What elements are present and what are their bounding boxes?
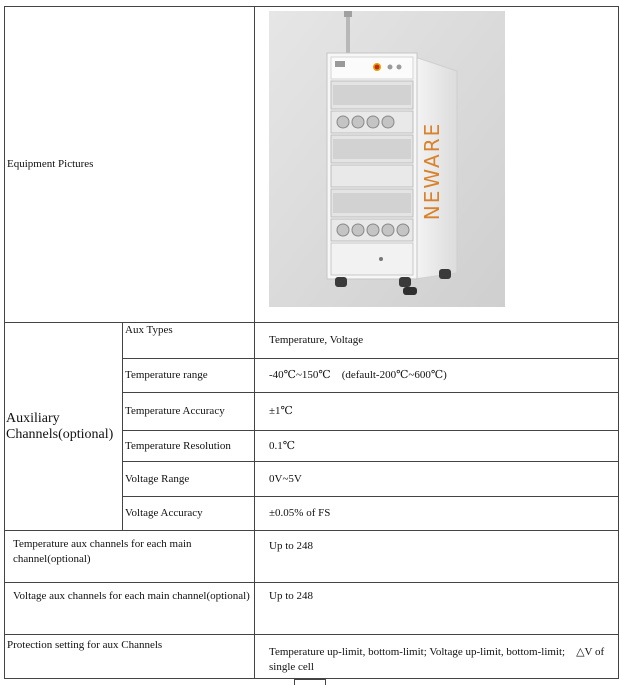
aux-row-value: 0V~5V — [255, 462, 619, 497]
spec-row-label — [5, 531, 255, 583]
equipment-row — [5, 7, 619, 323]
spec-row-value: Temperature up-limit, bottom-limit; Voltage up-limit, bottom-limit; △V of single cell — [255, 635, 619, 679]
aux-row-label: Voltage Accuracy — [123, 497, 255, 531]
table-continuation-stub — [294, 679, 326, 685]
equipment-picture-cell — [255, 7, 619, 323]
spec-row — [5, 583, 619, 635]
aux-row-value: -40℃~150℃ (default-200℃~600℃) — [255, 359, 619, 393]
aux-row-label: Temperature Accuracy — [123, 393, 255, 431]
aux-row-value: ±1℃ — [255, 393, 619, 431]
spec-row-value: Up to 248 — [255, 531, 619, 583]
aux-row-value: 0.1℃ — [255, 431, 619, 462]
spec-row-label — [5, 583, 255, 635]
spec-table — [4, 6, 619, 679]
spec-row — [5, 635, 619, 679]
spec-row-label-text: Voltage aux channels for each main channel(optional) — [13, 590, 250, 602]
aux-group-label: Auxiliary Channels(optional) — [5, 323, 123, 531]
equipment-label: Equipment Pictures — [5, 7, 255, 323]
aux-row-label: Temperature range — [123, 359, 255, 393]
aux-row-value: ±0.05% of FS — [255, 497, 619, 531]
equipment-picture — [269, 11, 505, 307]
aux-row-label: Aux Types — [123, 323, 255, 359]
aux-row-label: Temperature Resolution — [123, 431, 255, 462]
brand-logo: NEWARE — [420, 121, 444, 221]
aux-row-label: Voltage Range — [123, 462, 255, 497]
aux-row — [5, 323, 619, 359]
spec-row-label-text: Temperature aux channels for each main channel(optional) — [13, 538, 192, 565]
spec-row-label: Protection setting for aux Channels — [5, 635, 255, 679]
spec-row-value: Up to 248 — [255, 583, 619, 635]
spec-row — [5, 531, 619, 583]
aux-row-value: Temperature, Voltage — [255, 323, 619, 359]
